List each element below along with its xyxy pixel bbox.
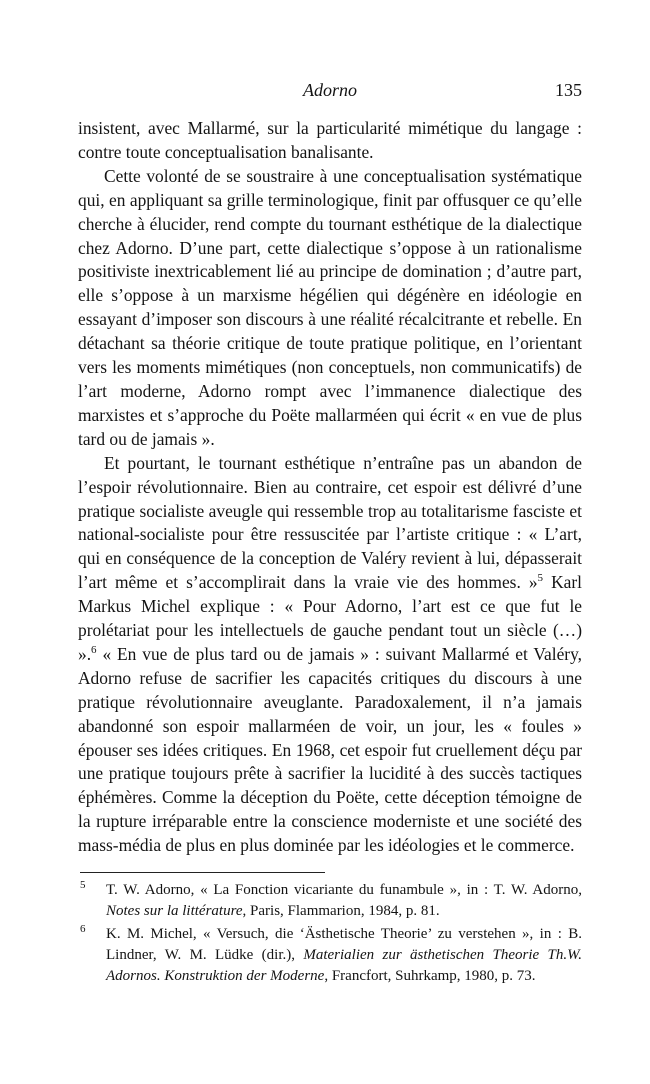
footnote-text-b: , Paris, Flammarion, 1984, p. 81. <box>242 903 440 919</box>
running-head <box>78 78 582 102</box>
paragraph-3-text-a: Et pourtant, le tournant esthétique n’entraîne pas un abandon de l’espoir révolutionnaire. Bien au contraire, cet espoir est délivré d’une pratique socialiste aveugle qui ressemble trop au totalitarisme fasciste et national-socialiste pour être ressuscitée par l’artiste critique : « L’art, qui en conséquence de la conception de Valéry revient à lui, dépasserait l’art même et s’accomplirait dans la vraie vie des hommes. » <box>78 452 582 593</box>
footnote-title: Materialien zur ästhetischen Theorie Th.W. Adornos. Konstruktion der Moderne <box>106 947 582 984</box>
footnote-marker: 6 <box>80 923 86 935</box>
paragraph-3-text-c: « En vue de plus tard ou de jamais » : suivant Mallarmé et Valéry, Adorno refuse de sacrifier les capacités critiques du discours à une pratique révolutionnaire aveuglante. Paradoxalement, il n’a jamais abandonné son espoir mallarméen de voir, un jour, les « foules » épouser ses idées critiques. En 1968, cet espoir fut cruellement déçu par une pratique toujours prête à sacrifier la lucidité à des succès tactiques éphémères. Comme la déception du Poëte, cette déception témoigne de la rupture irréparable entre la conscience moderniste et une société des mass-média de plus en plus dominée par les idéologies et le commerce. <box>78 643 582 856</box>
paragraph-2: Cette volonté de se soustraire à une conceptualisation systématique qui, en appliquant sa grille terminologique, finit par offusquer ce qu’elle cherche à élucider, rend compte du tournant esthétique de la dialectique chez Adorno. D’une part, cette dialectique s’oppose à un rationalisme positiviste inextricablement lié au principe de domination ; d’autre part, elle s’oppose à un marxisme hégélien qui dégénère en idéologie en essayant d’imposer son discours à une réalité récalcitrante et rebelle. En détachant sa théorie critique de toute pratique politique, en l’orientant vers les moments mimétiques (non conceptuels, non communicatifs) de l’art moderne, Adorno rompt avec l’immanence dialectique des marxistes et s’approche du Poëte mallarméen qui écrit « en vue de plus tard ou de jamais ». <box>78 165 582 449</box>
footnote-text <box>106 924 582 987</box>
body-text <box>78 117 582 858</box>
footnote-text-b: , Francfort, Suhrkamp, 1980, p. 73. <box>324 968 536 984</box>
footnote-6 <box>78 924 582 987</box>
running-title: Adorno <box>303 80 357 100</box>
footnote-ref-6[interactable]: 6 <box>91 644 97 657</box>
paragraph-1: insistent, avec Mallarmé, sur la particularité mimétique du langage : contre toute conceptualisation banalisante. <box>78 118 582 162</box>
footnote-divider <box>80 872 325 873</box>
footnote-title: Notes sur la littérature <box>106 903 243 919</box>
page-number: 135 <box>555 80 582 100</box>
footnote-text <box>106 880 582 922</box>
paragraph-3 <box>78 452 582 858</box>
footnote-marker: 5 <box>80 879 86 891</box>
footnote-text-a: T. W. Adorno, « La Fonction vicariante du funambule », in : T. W. Adorno, <box>106 882 582 898</box>
footnotes <box>78 880 582 989</box>
footnote-text-a: K. M. Michel, « Versuch, die ‘Ästhetische Theorie’ zu verstehen », in : B. Lindner, W. M. Lüdke (dir.), <box>106 926 582 963</box>
footnote-ref-5[interactable]: 5 <box>537 572 544 585</box>
paragraph-3-text-b: Karl Markus Michel explique : « Pour Adorno, l’art est ce que fut le prolétariat pour les intellectuels de gauche pendant tout un siècle (…) ». <box>78 572 582 664</box>
footnote-5 <box>78 880 582 922</box>
